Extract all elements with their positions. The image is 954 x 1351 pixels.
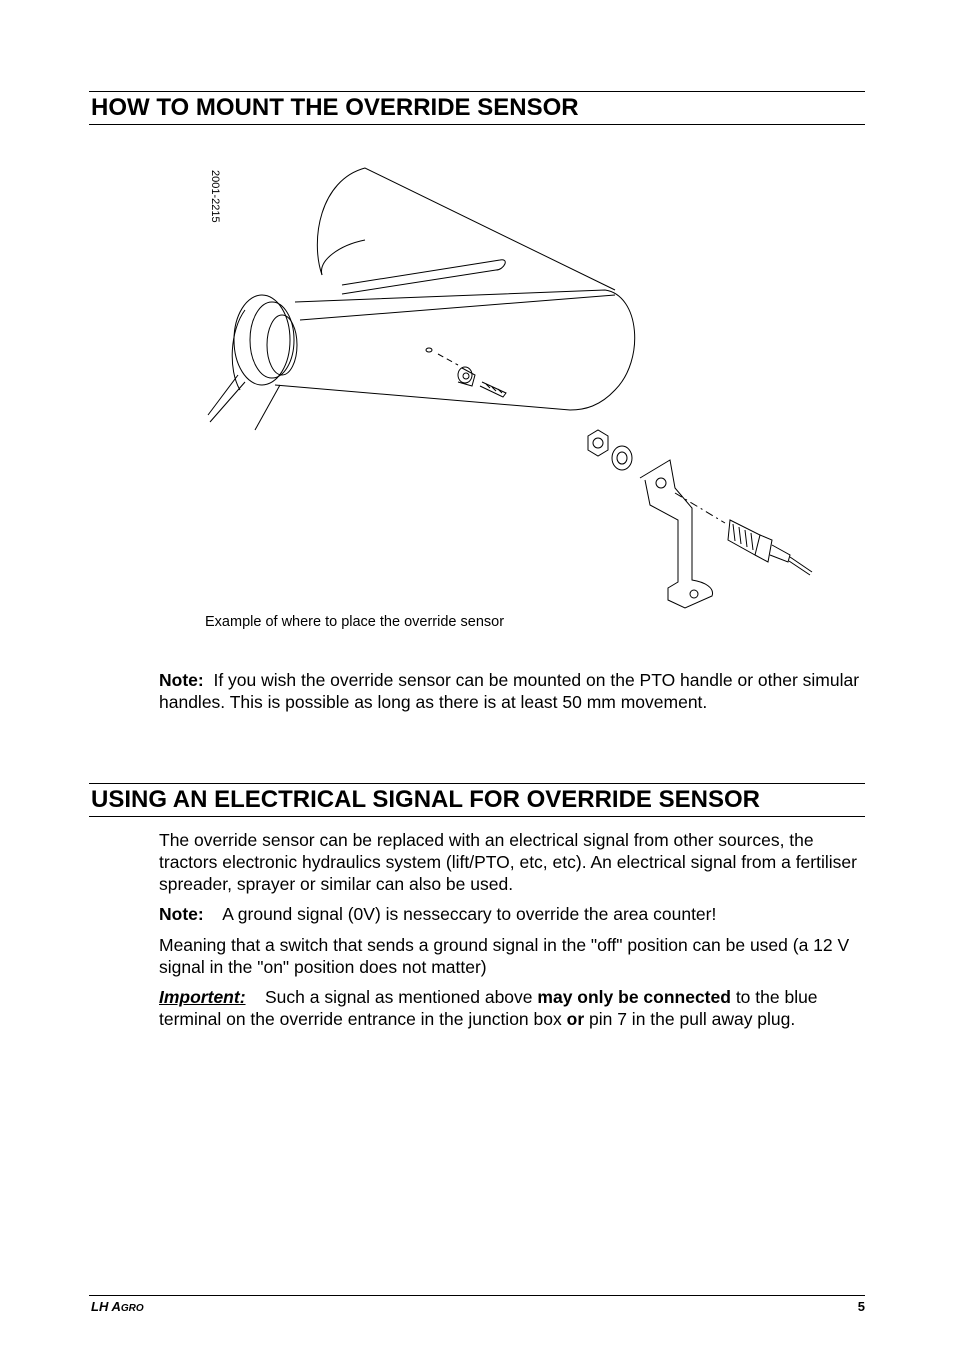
footer-brand-first: LH A bbox=[91, 1299, 121, 1314]
important-bold-2: or bbox=[566, 1009, 585, 1029]
note-label-2: Note: bbox=[159, 904, 204, 924]
important-text-1: Such a signal as mentioned above bbox=[264, 987, 533, 1007]
footer-rule bbox=[89, 1295, 865, 1296]
important-label: Importent: bbox=[159, 987, 246, 1007]
section-heading-electrical: USING AN ELECTRICAL SIGNAL FOR OVERRIDE SENSOR bbox=[89, 783, 865, 817]
note-label: Note: bbox=[159, 670, 204, 690]
page-number: 5 bbox=[857, 1299, 865, 1314]
sensor-mounting-illustration bbox=[200, 160, 820, 610]
footer-brand bbox=[91, 1299, 144, 1314]
figure-caption: Example of where to place the override sensor bbox=[205, 614, 505, 630]
note-paragraph-pto bbox=[159, 669, 865, 713]
important-paragraph bbox=[159, 986, 865, 1030]
note-paragraph-ground bbox=[159, 903, 865, 925]
note-text: If you wish the override sensor can be mounted on the PTO handle or other simular handles. This is possible as long as there is at least 50 mm movement. bbox=[159, 670, 860, 712]
important-bold-1: may only be connected bbox=[537, 987, 731, 1007]
footer-brand-rest: GRO bbox=[120, 1303, 144, 1314]
section-heading-mount: HOW TO MOUNT THE OVERRIDE SENSOR bbox=[89, 91, 865, 125]
electrical-intro-paragraph: The override sensor can be replaced with an electrical signal from other sources, the tractors electronic hydraulics system (lift/PTO, etc, etc). An electrical signal from a fertiliser spreader, sprayer or similar can also be used. bbox=[159, 830, 857, 894]
note-text-2: A ground signal (0V) is nesseccary to override the area counter! bbox=[222, 904, 717, 924]
figure-id-label: 2001-2215 bbox=[209, 170, 221, 223]
switch-meaning-paragraph: Meaning that a switch that sends a ground signal in the "off" position can be used (a 12 V signal in the "on" position does not matter) bbox=[159, 935, 850, 977]
important-text-2: to the blue terminal on the override entrance in the junction box bbox=[159, 987, 818, 1029]
important-text-3: pin 7 in the pull away plug. bbox=[589, 1009, 796, 1029]
